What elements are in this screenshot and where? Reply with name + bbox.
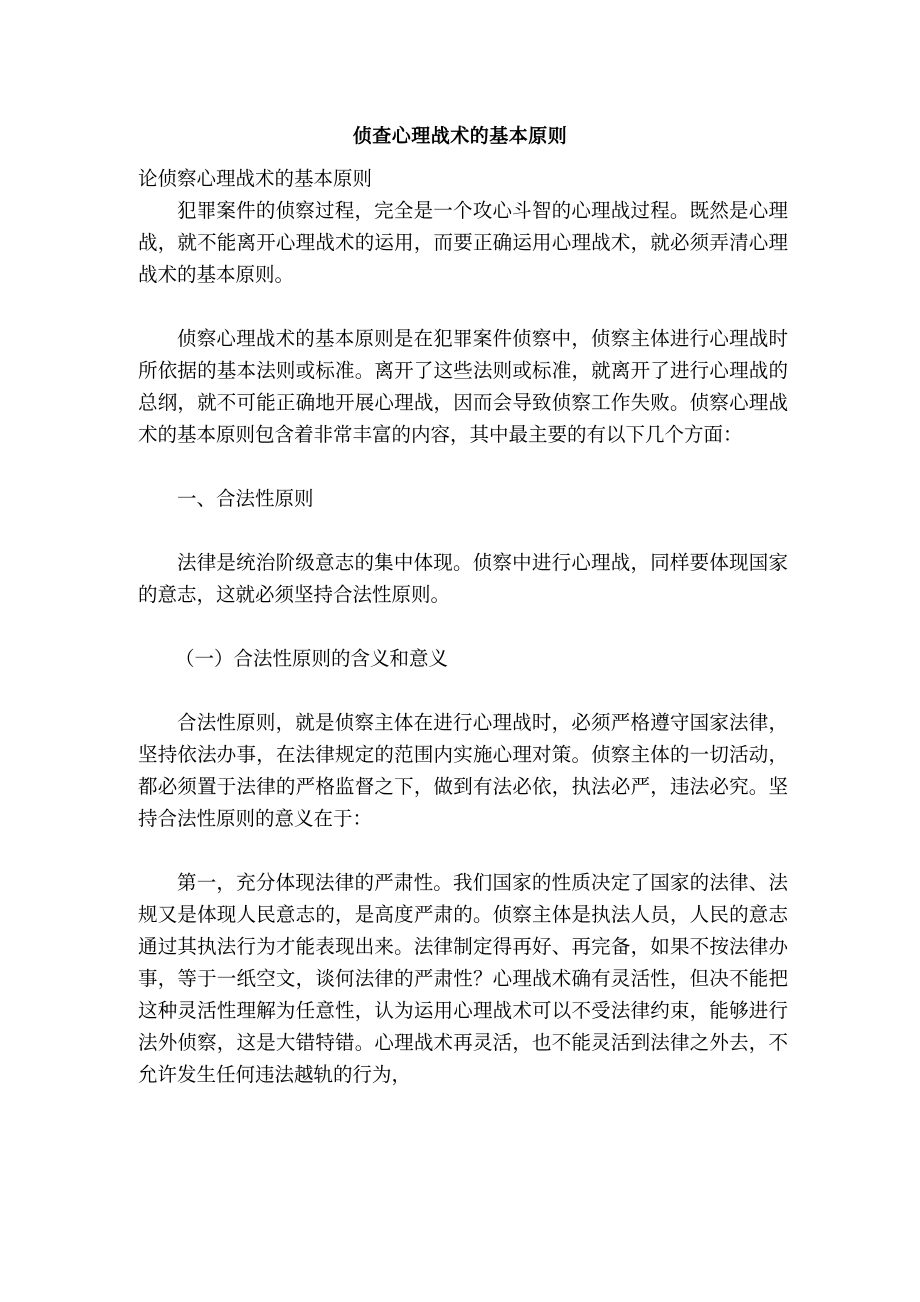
paragraph-gap <box>138 515 788 547</box>
subsection-heading-meaning: （一）合法性原则的含义和意义 <box>175 647 449 670</box>
document-subtitle: 论侦察心理战术的基本原则 <box>138 167 373 190</box>
paragraph-gap <box>138 451 788 483</box>
paragraph-intro: 犯罪案件的侦察过程，完全是一个攻心斗智的心理战过程。既然是心理战，就不能离开心理战术的运用，而要正确运用心理战术，就必须弄清心理战术的基本原则。 <box>138 199 788 286</box>
document-body <box>138 163 788 1091</box>
paragraph-first-point: 第一，充分体现法律的严肃性。我们国家的性质决定了国家的法律、法规又是体现人民意志的，是高度严肃的。侦察主体是执法人员，人民的意志通过其执法行为才能表现出来。法律制定得再好、再完备，如果不按法律办事，等于一纸空文，谈何法律的严肃性？心理战术确有灵活性，但决不能把这种灵活性理解为任意性，认为运用心理战术可以不受法律约束，能够进行法外侦察，这是大错特错。心理战术再灵活，也不能灵活到法律之外去，不允许发生任何违法越轨的行为， <box>138 871 788 1086</box>
paragraph-gap <box>138 291 788 323</box>
paragraph-law-will: 法律是统治阶级意志的集中体现。侦察中进行心理战，同样要体现国家的意志，这就必须坚持合法性原则。 <box>138 551 788 606</box>
document-title: 侦查心理战术的基本原则 <box>352 125 568 147</box>
section-heading-legality: 一、合法性原则 <box>177 487 314 510</box>
paragraph-principles-overview: 侦察心理战术的基本原则是在犯罪案件侦察中，侦察主体进行心理战时所依据的基本法则或标准。离开了这些法则或标准，就离开了进行心理战的总纲，就不可能正确地开展心理战，因而会导致侦察工作失败。侦察心理战术的基本原则包含着非常丰富的内容，其中最主要的有以下几个方面： <box>138 327 788 446</box>
paragraph-legality-definition: 合法性原则，就是侦察主体在进行心理战时，必须严格遵守国家法律，坚持依法办事，在法律规定的范围内实施心理对策。侦察主体的一切活动，都必须置于法律的严格监督之下，做到有法必依，执法必严，违法必究。坚持合法性原则的意义在于： <box>138 711 788 830</box>
paragraph-gap <box>138 675 788 707</box>
paragraph-gap <box>138 611 788 643</box>
paragraph-gap <box>138 835 788 867</box>
